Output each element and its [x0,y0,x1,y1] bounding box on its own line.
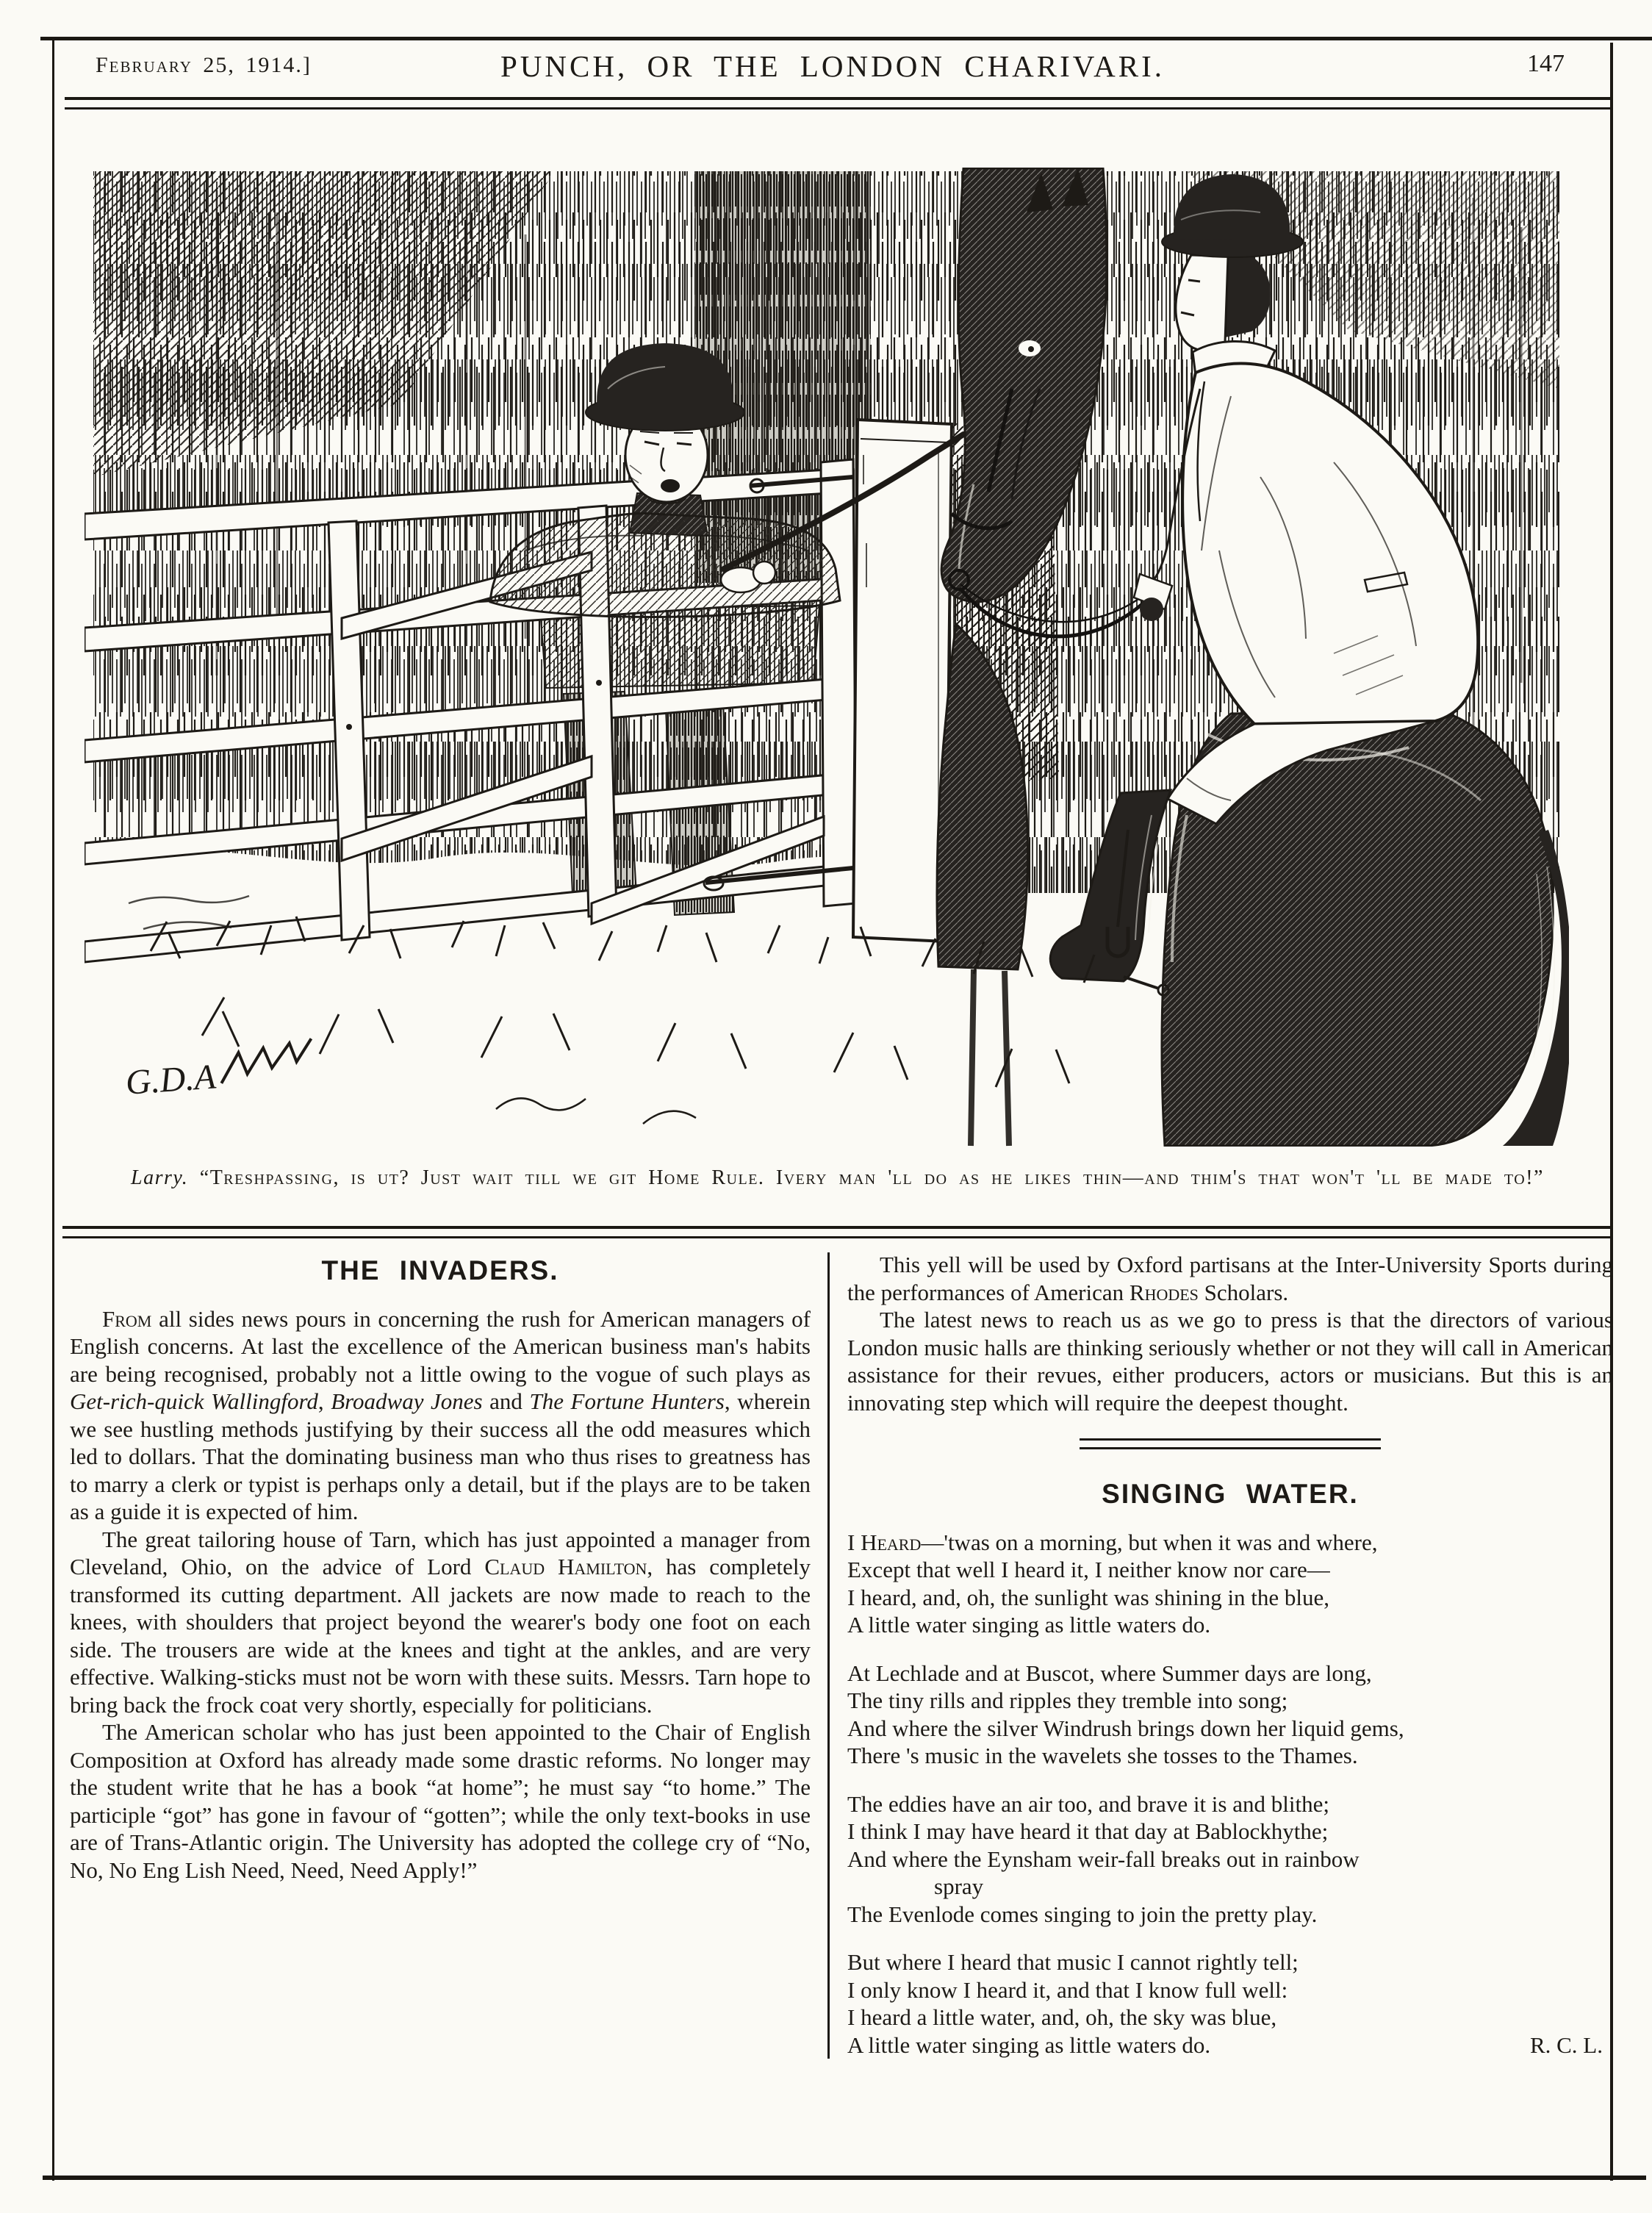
poem-line: I only know I heard it, and that I know full well: [847,1976,1288,2003]
poem-stanza-4 [847,1948,1613,2059]
poem-author-initials: R. C. L. [1529,2031,1603,2058]
right-column [847,1251,1613,2059]
poem-line: And where the Eynsham weir-fall breaks out in rainbow [847,1846,1360,1872]
poem-line: The tiny rills and ripples they tremble into song; [847,1687,1288,1713]
article-columns [70,1251,1615,2059]
column-divider-rule [827,1252,830,2059]
section-divider-rule [1080,1438,1381,1449]
poem-line: The Evenlode comes singing to join the pretty play. [847,1901,1318,1927]
left-column [70,1251,811,2059]
cartoon-illustration [85,168,1569,1147]
cartoon-drawing [85,168,1569,1147]
heading-singing-water: SINGING WATER. [1102,1479,1359,1509]
poem-line-text: A little water singing as little waters do. [847,2031,1211,2058]
artist-signature: G.D.A [124,1057,218,1102]
masthead [55,43,1610,98]
poem-last-line [847,2031,1613,2059]
poem-stanza-3 [847,1790,1613,1929]
page-left-border [52,38,54,2181]
invaders-paragraph-2: The great tailoring house of Tarn, which has just appointed a manager from Cleveland, Ohio, on the advice of Lord Claud Hamilton, has completely transformed its cutting department. All jackets are now made to reach to the knees, with shoulders that project beyond the wearer's body one foot on each side. The trousers are wide at the knees and tight at the ankles, and are very effective. Walking-sticks must not be worn with these suits. Messrs. Tarn hope to bring back the frock coat very shortly, especially for politicians. [70,1526,811,1718]
heading-the-invaders: THE INVADERS. [321,1255,559,1285]
invaders-paragraph-1: From all sides news pours in concerning the rush for American managers of English concerns. At last the excellence of the American business man's habits are being recognised, probably not a little owing to the vogue of such plays as Get-rich-quick Wallingford, Broadway Jones and The Fortune Hunters, wherein we see hustling methods justifying by their success all the odd measures which led to dollars. That the dominating business man who thus rises to greatness has to marry a clerk or typist is perhaps only a detail, but if the plays are to be taken as a guide it is expected of him. [70,1305,811,1524]
poem-line: The eddies have an air too, and brave it is and blithe; [847,1790,1329,1817]
cartoon-caption: Larry. “Treshpassing, is ut? Just wait till we git Home Rule. Ivery man 'll do as he likes thin—and thim's that won't 'll be made to!” [131,1166,1544,1189]
poem-line: There 's music in the wavelets she tosses to the Thames. [847,1743,1358,1768]
magazine-title: PUNCH, OR THE LONDON CHARIVARI. [500,49,1165,83]
poem-line: I Heard—'twas on a morning, but when it was and where, [847,1529,1378,1555]
poem-stanza-1 [847,1529,1613,1639]
masthead-rule [65,97,1610,110]
poem-line: And where the silver Windrush brings down her liquid gems, [847,1715,1404,1741]
poem-line: I heard, and, oh, the sunlight was shining in the blue, [847,1584,1330,1610]
poem-line: I heard a little water, and, oh, the sky was blue, [847,2004,1277,2030]
invaders-paragraph-5: The latest news to reach us as we go to press is that the directors of various London music halls are thinking seriously whether or not they will call in American assistance for their revues, either producers, actors or musicians. But this is an innovating step which will require the deepest thought. [847,1307,1613,1416]
issue-date: February 25, 1914.] [96,53,312,77]
poem-line: I think I may have heard it that day at Bablockhythe; [847,1818,1329,1844]
caption-rule [62,1226,1610,1238]
page-number: 147 [1527,50,1565,77]
poem-line-continuation: spray [934,1873,984,1899]
poem-line: Except that well I heard it, I neither know nor care— [847,1557,1330,1582]
poem-line: A little water singing as little waters do. [847,1612,1211,1638]
page-top-rule [40,37,1652,40]
poem-line: But where I heard that music I cannot rightly tell; [847,1949,1299,1975]
poem-singing-water [847,1529,1613,2059]
invaders-paragraph-4: This yell will be used by Oxford partisans at the Inter-University Sports during the performances of American Rhodes Scholars. [847,1252,1613,1305]
invaders-paragraph-3: The American scholar who has just been appointed to the Chair of English Composition at Oxford has already made some drastic reforms. No longer may the student write that he has a book “at home”; he must say “to home.” The participle “got” has gone in favour of “gotten”; while the only text-books in use are of Trans-Atlantic origin. The University has adopted the college cry of “No, No, No Eng Lish Need, Need, Need Apply!” [70,1719,811,1883]
poem-line: At Lechlade and at Buscot, where Summer days are long, [847,1660,1372,1686]
poem-stanza-2 [847,1660,1613,1770]
page-bottom-rule [43,2176,1646,2180]
